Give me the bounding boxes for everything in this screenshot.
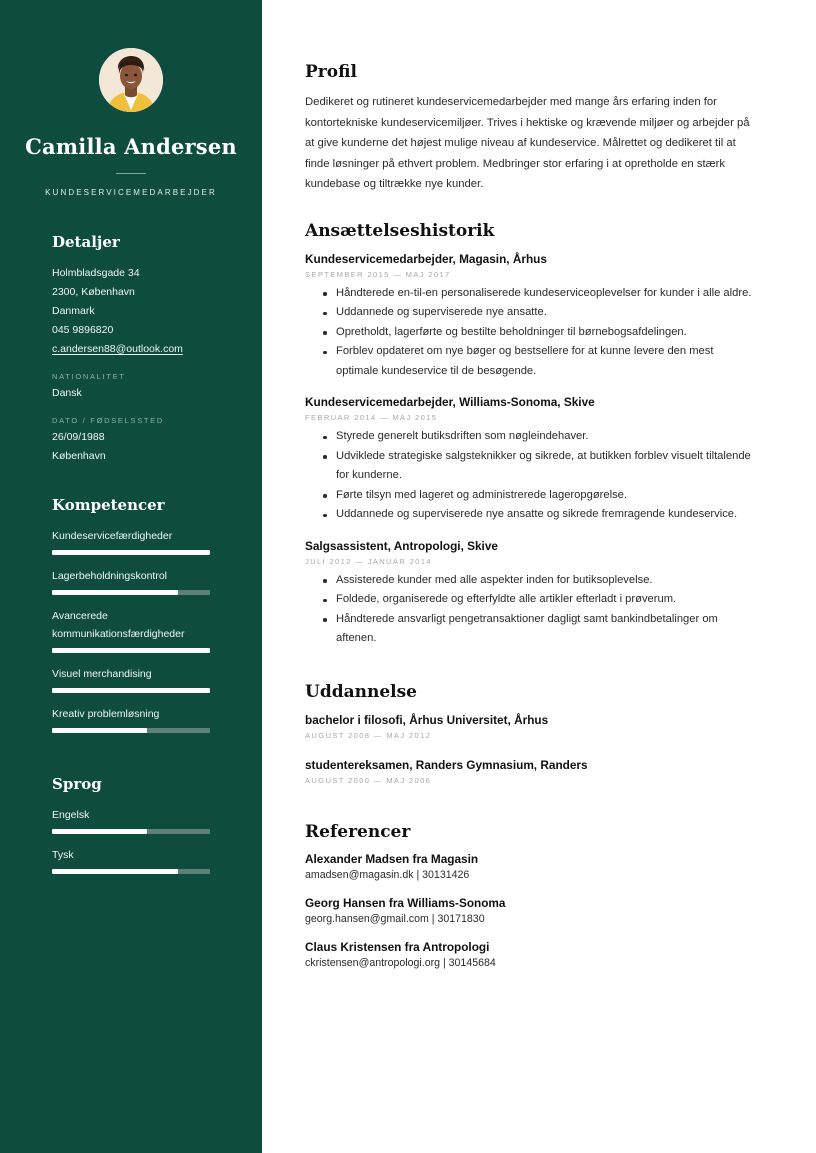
birth-place: København: [52, 450, 106, 462]
bullet-item: Udviklede strategiske salgsteknikker og sikrede, at butikken forblev visuelt tiltalende for kunderne.: [323, 447, 756, 486]
avatar-wrap: [0, 48, 262, 112]
skill-bar: [52, 590, 210, 595]
country: Danmark: [52, 305, 95, 317]
languages-section: [0, 775, 262, 874]
bullet-item: Opretholdt, lagerførte og bestilte beholdninger til børnebogsafdelingen.: [323, 323, 756, 343]
employment-bullets: [323, 427, 756, 525]
skill-item: [52, 665, 210, 693]
skills-section: [0, 496, 262, 733]
details-heading: Detaljer: [52, 233, 120, 251]
skill-bar: [52, 728, 210, 733]
language-label: Engelsk: [52, 809, 90, 821]
education-date: AUGUST 2008 — MAJ 2012: [305, 730, 432, 740]
job-role-subtitle: KUNDESERVICEMEDARBEJDER: [45, 188, 217, 197]
language-bar-fill: [52, 829, 147, 834]
employment-heading: Ansættelseshistorik: [305, 220, 495, 241]
skill-bar: [52, 648, 210, 653]
reference-entry: [305, 896, 756, 925]
employment-entry: [305, 394, 756, 525]
language-bar: [52, 829, 210, 834]
references-section: [305, 822, 756, 969]
avatar: [99, 48, 163, 112]
skill-item: [52, 705, 210, 733]
bullet-item: Assisterede kunder med alle aspekter inden for butiksoplevelse.: [323, 571, 756, 591]
address-line-1: Holmbladsgade 34: [52, 267, 140, 279]
language-bar: [52, 869, 210, 874]
reference-contact: ckristensen@antropologi.org | 30145684: [305, 956, 496, 969]
language-item: [52, 846, 210, 874]
skill-bar: [52, 688, 210, 693]
full-name: Camilla Andersen: [25, 134, 237, 159]
spacer: [305, 662, 756, 682]
reference-contact: amadsen@magasin.dk | 30131426: [305, 868, 470, 881]
skill-label: Kundeservicefærdigheder: [52, 530, 173, 542]
birth-date: 26/09/1988: [52, 431, 105, 443]
skill-label: Kreativ problemløsning: [52, 708, 160, 720]
name-divider: [116, 173, 146, 174]
bullet-item: Håndterede ansvarligt pengetransaktioner dagligt samt bankindbetalinger om aftenen.: [323, 610, 756, 649]
nationality-label: NATIONALITET: [52, 372, 126, 381]
details-section: [0, 233, 262, 466]
education-date: AUGUST 2000 — MAJ 2006: [305, 775, 432, 785]
skill-bar-fill: [52, 550, 210, 555]
employment-title: Kundeservicemedarbejder, Williams-Sonoma, Skive: [305, 395, 595, 409]
skill-bar-fill: [52, 728, 147, 733]
employment-entry: [305, 538, 756, 649]
profile-photo-icon: [99, 48, 163, 112]
skills-heading: Kompetencer: [52, 496, 165, 514]
language-label: Tysk: [52, 849, 74, 861]
reference-name: Claus Kristensen fra Antropologi: [305, 939, 490, 954]
employment-bullets: [323, 284, 756, 382]
phone-number: 045 9896820: [52, 324, 114, 336]
spacer: [0, 745, 262, 775]
education-section: [305, 682, 756, 785]
skill-item: [52, 527, 210, 555]
education-entry: [305, 757, 756, 785]
spacer: [0, 466, 262, 496]
reference-entry: [305, 940, 756, 969]
bullet-item: Forblev opdateret om nye bøger og bestsellere for at kunne levere den mest optimale kundeservice til de besøgende.: [323, 342, 756, 381]
education-heading: Uddannelse: [305, 681, 417, 702]
employment-bullets: [323, 571, 756, 649]
employment-section: [305, 221, 756, 649]
skill-bar-fill: [52, 688, 210, 693]
employment-title: Kundeservicemedarbejder, Magasin, Århus: [305, 251, 547, 266]
profile-text: Dedikeret og rutineret kundeservicemedarbejder med mange års erfaring inden for kontortekniske kundeservicemiljøer. Trives i hektiske og krævende miljøer og arbejder på at give kunderne det højest mulige niveau af kundeservice. Målrettet og dedikeret til at finde løsninger på ethvert problem. Medbringer stor erfaring i at opretholde en stærk kundebase og tiltrække nye kunder.: [305, 96, 750, 190]
education-entry: [305, 712, 756, 740]
bullet-item: Foldede, organiserede og efterfyldte alle artikler efterladt i prøverum.: [323, 590, 756, 610]
skill-label: Avancerede kommunikationsfærdigheder: [52, 610, 185, 640]
profile-heading: Profil: [305, 62, 357, 82]
reference-name: Georg Hansen fra Williams-Sonoma: [305, 895, 506, 910]
nationality-value: Dansk: [52, 387, 82, 399]
language-bar-fill: [52, 869, 178, 874]
employment-date: JULI 2012 — JANUAR 2014: [305, 556, 432, 566]
skill-item: [52, 567, 210, 595]
skill-label: Lagerbeholdningskontrol: [52, 570, 168, 582]
bullet-item: Førte tilsyn med lageret og administrerede lageropgørelse.: [323, 486, 756, 506]
employment-date: SEPTEMBER 2015 — MAJ 2017: [305, 269, 451, 279]
reference-entry: [305, 852, 756, 881]
skill-label: Visuel merchandising: [52, 668, 152, 680]
bullet-item: Uddannede og superviserede nye ansatte og sikrede fremragende kundeservice.: [323, 505, 756, 525]
education-title: bachelor i filosofi, Århus Universitet, Århus: [305, 712, 549, 727]
bullet-item: Uddannede og superviserede nye ansatte.: [323, 303, 756, 323]
employment-date: FEBRUAR 2014 — MAJ 2015: [305, 413, 438, 422]
language-item: [52, 806, 210, 834]
main-content: [262, 0, 816, 1153]
bullet-item: Håndterede en-til-en personaliserede kundeserviceoplevelser for kunder i alle aldre.: [323, 284, 756, 304]
employment-entry: [305, 251, 756, 382]
reference-name: Alexander Madsen fra Magasin: [305, 851, 479, 866]
email-link[interactable]: c.andersen88@outlook.com: [52, 343, 183, 355]
skill-bar: [52, 550, 210, 555]
languages-heading: Sprog: [52, 775, 102, 793]
references-heading: Referencer: [305, 821, 411, 842]
employment-title: Salgsassistent, Antropologi, Skive: [305, 538, 498, 553]
profile-section: [305, 62, 756, 195]
sidebar: [0, 0, 262, 1153]
spacer: [305, 802, 756, 822]
reference-contact: georg.hansen@gmail.com | 30171830: [305, 912, 485, 925]
address-line-2: 2300, København: [52, 286, 135, 298]
skill-bar-fill: [52, 590, 178, 595]
skill-item: [52, 607, 210, 653]
birth-label: DATO / FØDSELSSTED: [52, 416, 165, 425]
bullet-item: Styrede generelt butiksdriften som nøgleindehaver.: [323, 427, 756, 447]
skill-bar-fill: [52, 648, 210, 653]
education-title: studentereksamen, Randers Gymnasium, Randers: [305, 757, 588, 772]
